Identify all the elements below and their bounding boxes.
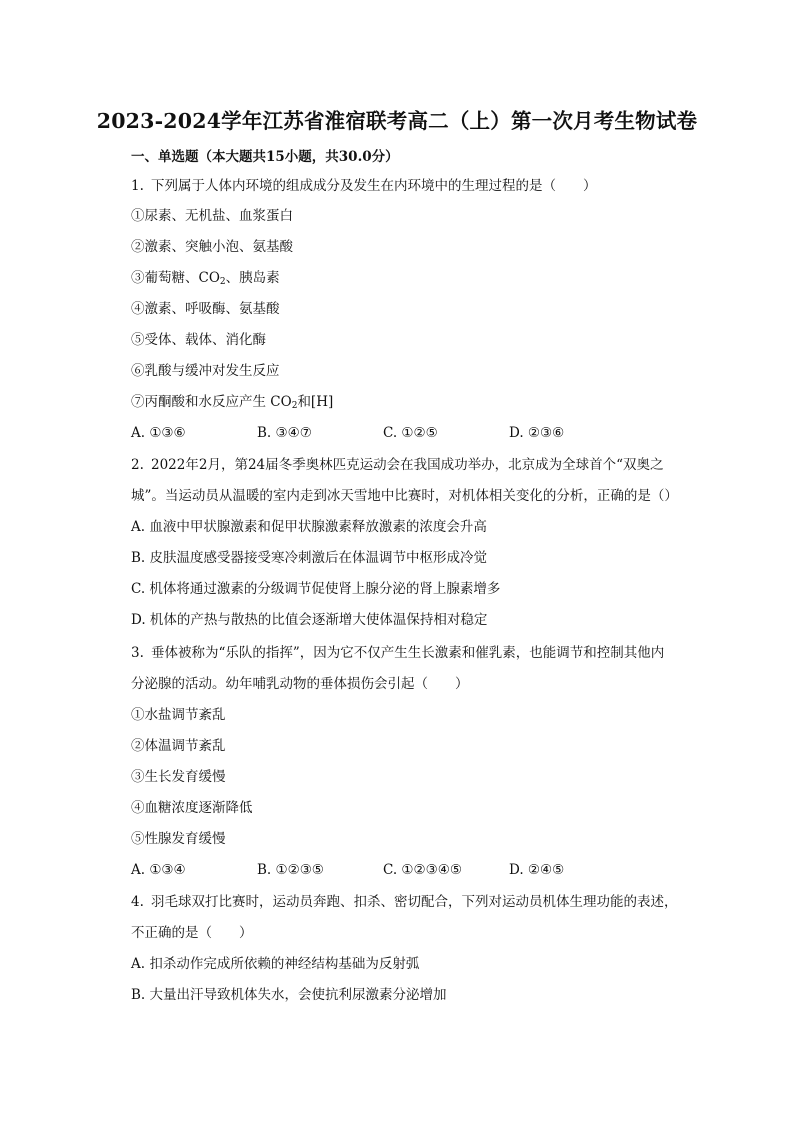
q1-item-5: ⑤受体、载体、消化酶 <box>131 332 266 348</box>
q1-item-4: ④激素、呼吸酶、氨基酸 <box>131 301 280 317</box>
q3-item-2: ②体温调节紊乱 <box>131 738 226 754</box>
q1-item-3-subscript: 2 <box>219 277 226 287</box>
q2-stem-line-2: 城”。当运动员从温暖的室内走到冰天雪地中比赛时，对机体相关变化的分析，正确的是（） <box>131 488 678 504</box>
exam-title: 2023-2024学年江苏省淮宿联考高二（上）第一次月考生物试卷 <box>96 109 698 133</box>
q3-item-3: ③生长发育缓慢 <box>131 769 226 785</box>
q1-stem <box>131 177 597 195</box>
q3-option-a[interactable]: A. ①③④ <box>131 862 186 878</box>
q1-item-7-text: ⑦丙酮酸和水反应产生 CO <box>131 394 292 410</box>
q1-stem-text: 下列属于人体内环境的组成成分及发生在内环境中的生理过程的是（ ） <box>151 178 597 194</box>
q3-options <box>131 861 564 879</box>
q3-option-b[interactable]: B. ①②③⑤ <box>257 862 324 878</box>
q4-number: 4. <box>131 894 144 910</box>
q2-stem-line-1 <box>131 456 664 474</box>
q3-stem-text: 垂体被称为“乐队的指挥”，因为它不仅产生生长激素和催乳素，也能调节和控制其他内 <box>151 645 665 661</box>
q1-option-c[interactable]: C. ①②⑤ <box>383 425 438 441</box>
q2-number: 2. <box>131 457 144 473</box>
q3-option-c[interactable]: C. ①②③④⑤ <box>383 862 462 878</box>
q1-item-2: ②激素、突触小泡、氨基酸 <box>131 239 293 255</box>
q3-number: 3. <box>131 645 144 661</box>
q1-number: 1. <box>131 178 144 194</box>
q2-option-a[interactable]: A. 血液中甲状腺激素和促甲状腺激素释放激素的浓度会升高 <box>131 519 487 535</box>
q1-option-a[interactable]: A. ①③⑥ <box>131 425 186 441</box>
q4-option-b[interactable]: B. 大量出汗导致机体失水，会使抗利尿激素分泌增加 <box>131 987 447 1003</box>
q1-item-1: ①尿素、无机盐、血浆蛋白 <box>131 208 293 224</box>
q2-option-b[interactable]: B. 皮肤温度感受器接受寒冷刺激后在体温调节中枢形成冷觉 <box>131 550 488 566</box>
q3-item-4: ④血糖浓度逐渐降低 <box>131 800 253 816</box>
q1-item-7-subscript: 2 <box>291 401 298 411</box>
q1-item-3-suffix: 、胰岛素 <box>225 270 280 286</box>
q1-item-7-suffix: 和[H] <box>297 394 334 410</box>
q1-item-3 <box>131 269 280 287</box>
q2-option-c[interactable]: C. 机体将通过激素的分级调节促使肾上腺分泌的肾上腺素增多 <box>131 581 501 597</box>
q3-option-d[interactable]: D. ②④⑤ <box>509 862 565 878</box>
q2-stem-text: 2022年2月，第24届冬季奥林匹克运动会在我国成功举办，北京成为全球首个“双奥之 <box>151 457 664 473</box>
section-heading: 一、单选题（本大题共15小题，共30.0分） <box>131 149 399 165</box>
q4-option-a[interactable]: A. 扣杀动作完成所依赖的神经结构基础为反射弧 <box>131 956 420 972</box>
q4-stem-text: 羽毛球双打比赛时，运动员奔跑、扣杀、密切配合，下列对运动员机体生理功能的表述， <box>151 894 678 910</box>
q3-item-1: ①水盐调节紊乱 <box>131 707 226 723</box>
q1-options <box>131 424 564 442</box>
q3-stem-line-2: 分泌腺的活动。幼年哺乳动物的垂体损伤会引起（ ） <box>131 676 469 692</box>
q1-item-3-text: ③葡萄糖、CO <box>131 270 220 286</box>
q1-item-6: ⑥乳酸与缓冲对发生反应 <box>131 363 280 379</box>
q3-stem-line-1 <box>131 644 664 662</box>
q1-option-b[interactable]: B. ③④⑦ <box>257 425 312 441</box>
q4-stem-line-1 <box>131 893 678 911</box>
q1-item-7 <box>131 393 333 411</box>
q4-stem-line-2: 不正确的是（ ） <box>131 925 253 941</box>
q3-item-5: ⑤性腺发育缓慢 <box>131 831 226 847</box>
q2-option-d[interactable]: D. 机体的产热与散热的比值会逐渐增大使体温保持相对稳定 <box>131 612 488 628</box>
q1-option-d[interactable]: D. ②③⑥ <box>509 425 565 441</box>
